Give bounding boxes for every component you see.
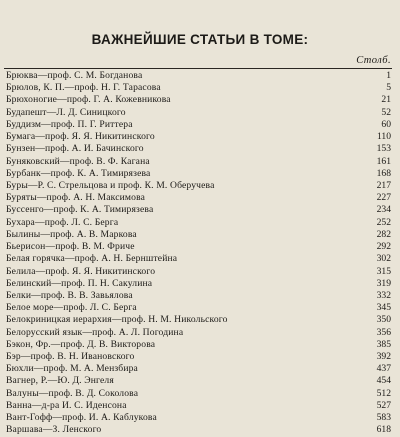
article-row [4,82,392,94]
article-row [4,302,392,314]
article-row [4,266,392,278]
article-list [4,70,392,437]
article-title: Ванна—д-ра И. С. Иденсона [6,399,127,411]
article-title: Буддизм—проф. П. Г. Риттера [6,118,133,130]
article-title: Бумага—проф. Я. Я. Никитинского [6,131,155,143]
article-row [4,363,392,375]
article-column-number: 356 [376,326,391,338]
top-rule [4,68,392,69]
article-column-number: 618 [376,424,391,436]
article-column-number: 168 [376,167,391,179]
article-column-number: 345 [376,302,391,314]
article-title: Белинский—проф. П. Н. Сакулина [6,277,153,289]
article-column-number: 583 [376,412,391,424]
article-title: Буряты—проф. А. Н. Максимова [6,192,146,204]
article-column-number: 227 [376,192,391,204]
article-row [4,400,392,412]
article-row [4,412,392,424]
article-title: Бухара—проф. Л. С. Берга [6,216,119,228]
article-title: Вагнер, Р.—Ю. Д. Энгеля [6,375,114,387]
article-row [4,217,392,229]
article-title: Бунзен—проф. А. И. Бачинского [6,143,144,155]
article-title: Белорусский язык—проф. А. Л. Погодина [6,326,184,338]
article-title: Бьерисон—проф. В. М. Фриче [6,241,135,253]
article-column-number: 319 [376,277,391,289]
article-row [4,327,392,339]
article-row [4,107,392,119]
article-column-number: 292 [376,241,391,253]
article-column-number: 392 [376,351,391,363]
column-label: Столб. [356,55,391,66]
article-column-number: 302 [376,253,391,265]
article-row [4,351,392,363]
article-row [4,339,392,351]
article-row [4,314,392,326]
article-column-number: 234 [376,204,391,216]
article-row [4,253,392,265]
article-row [4,143,392,155]
article-column-number: 527 [376,399,391,411]
article-column-number: 52 [381,106,391,118]
article-row [4,375,392,387]
article-row [4,119,392,131]
article-title: Будапешт—Л. Д. Синицкого [6,106,126,118]
article-column-number: 315 [376,265,391,277]
article-column-number: 332 [376,289,391,301]
article-column-number: 437 [376,363,391,375]
article-column-number: 21 [381,94,391,106]
article-column-number: 282 [376,228,391,240]
article-title: Белая горячка—проф. А. Н. Бернштейна [6,253,178,265]
article-row [4,70,392,82]
article-column-number: 454 [376,375,391,387]
article-title: Буняковский—проф. В. Ф. Кагана [6,155,150,167]
article-title: Валуны—проф. В. Д. Соколова [6,387,139,399]
article-row [4,156,392,168]
article-title: Бэкон, Фр.—проф. Д. В. Викторова [6,338,156,350]
article-column-number: 110 [376,131,391,143]
article-row [4,204,392,216]
article-row [4,180,392,192]
article-row [4,229,392,241]
article-title: Бэр—проф. В. Н. Ивановского [6,351,135,363]
article-title: Белила—проф. Я. Я. Никитинского [6,265,156,277]
article-title: Белое море—проф. Л. С. Берга [6,302,137,314]
article-column-number: 5 [386,82,391,94]
article-title: Брюква—проф. С. М. Богданова [6,70,143,81]
article-row [4,241,392,253]
article-column-number: 60 [381,118,391,130]
article-column-number: 1 [386,70,391,81]
article-title: Белокриницкая иерархия—проф. Н. М. Никольского [6,314,228,326]
article-row [4,192,392,204]
article-title: Брюлов, К. П.—проф. Н. Г. Тарасова [6,82,161,94]
page-heading: ВАЖНЕЙШИЕ СТАТЬИ В ТОМЕ: [91,32,309,47]
article-title: Брюхоногие—проф. Г. А. Кожевникова [6,94,171,106]
article-title: Буссенго—проф. К. А. Тимирязева [6,204,154,216]
article-row [4,424,392,436]
article-row [4,168,392,180]
article-column-number: 217 [376,179,391,191]
article-title: Вант-Гофф—проф. И. А. Каблукова [6,412,157,424]
article-title: Буры—Р. С. Стрельцова и проф. К. М. Оберучева [6,179,215,191]
article-title: Бурбанк—проф. К. А. Тимирязева [6,167,151,179]
article-column-number: 512 [376,387,391,399]
article-column-number: 252 [376,216,391,228]
article-title: Белки—проф. В. В. Завьялова [6,289,133,301]
article-row [4,94,392,106]
article-title: Бюхли—проф. М. А. Мензбира [6,363,138,375]
article-row [4,290,392,302]
article-column-number: 153 [376,143,391,155]
article-row [4,278,392,290]
article-column-number: 161 [376,155,391,167]
article-column-number: 350 [376,314,391,326]
article-title: Былины—проф. А. В. Маркова [6,228,137,240]
article-column-number: 385 [376,338,391,350]
article-row [4,131,392,143]
article-row [4,388,392,400]
article-title: Варшава—З. Ленского [6,424,102,436]
